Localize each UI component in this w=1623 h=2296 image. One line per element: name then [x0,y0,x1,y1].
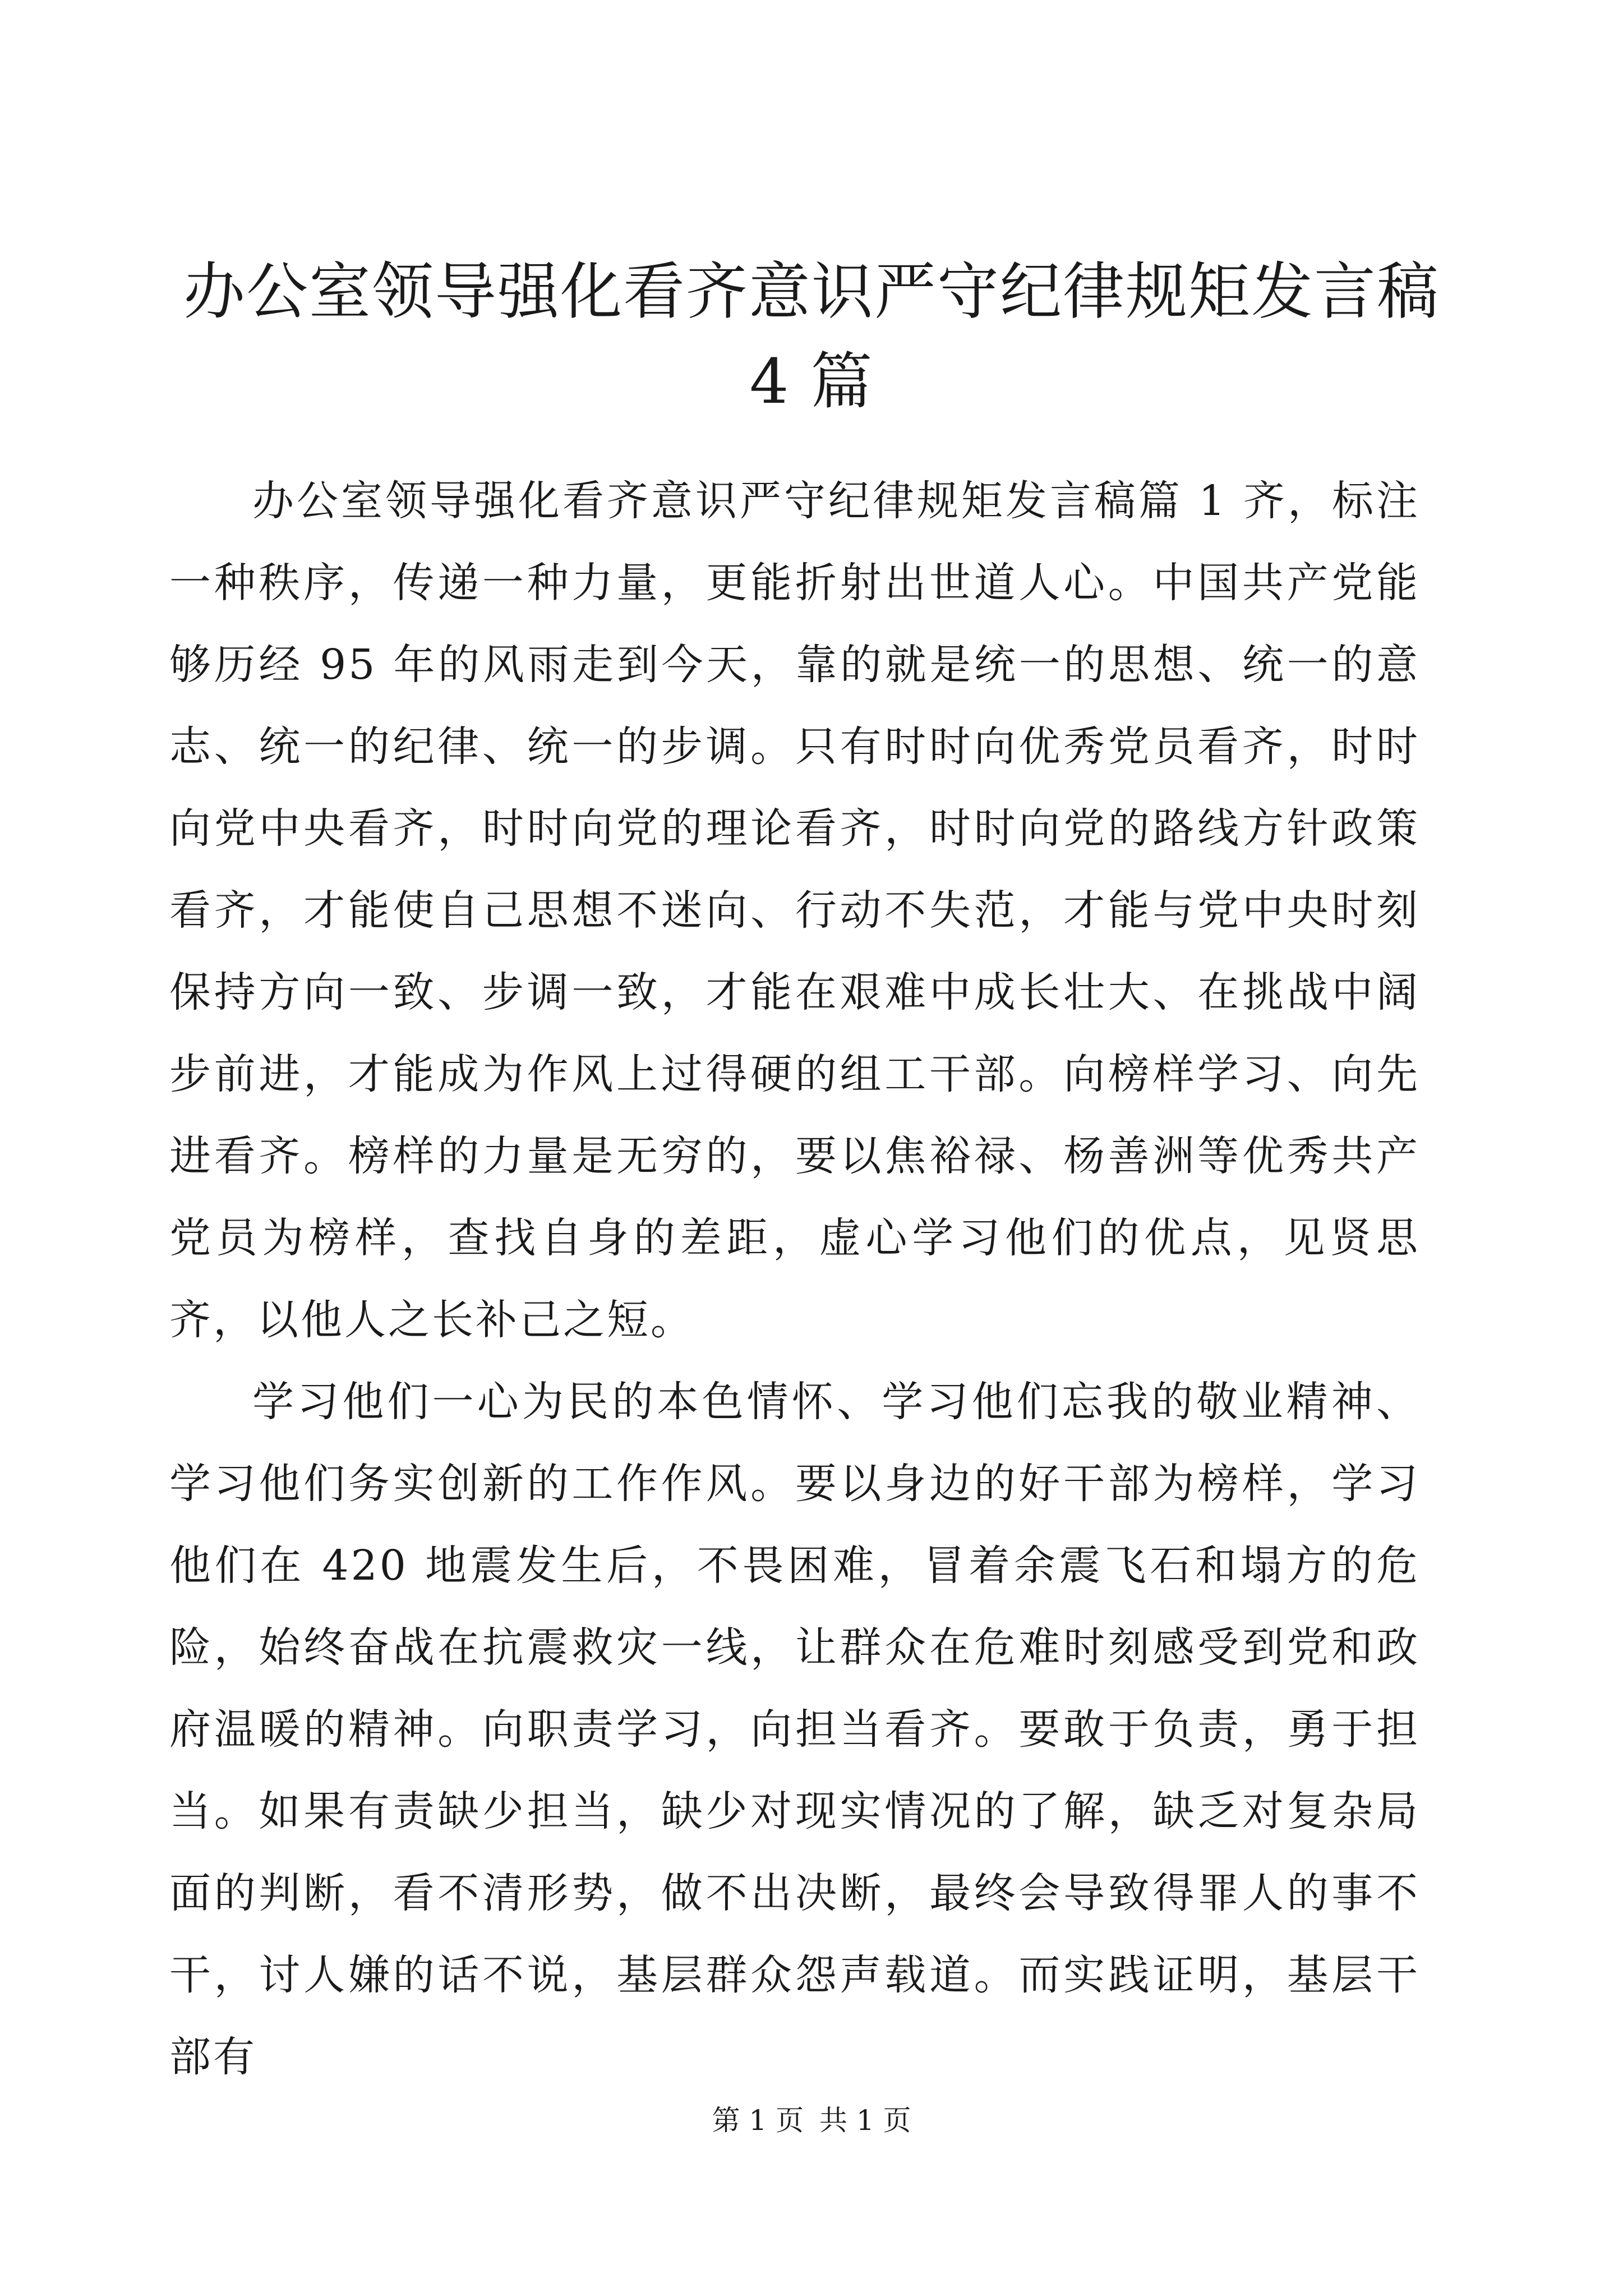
document-title [168,247,1455,426]
document-body [169,460,1420,2098]
title-line-2: 4 篇 [749,346,874,417]
paragraph-1: 办公室领导强化看齐意识严守纪律规矩发言稿篇 1 齐，标注一种秩序，传递一种力量，更能折射出世道人心。中国共产党能够历经 95 年的风雨走到今天，靠的就是统一的思想、统一的意志、统一的纪律、统一的步调。只有时时向优秀党员看齐，时时向党中央看齐，时时向党的理论看齐，时时向党的路线方针政策看齐，才能使自己思想不迷向、行动不失范，才能与党中央时刻保持方向一致、步调一致，才能在艰难中成长壮大、在挑战中阔步前进，才能成为作风上过得硬的组工干部。向榜样学习、向先进看齐。榜样的力量是无穷的，要以焦裕禄、杨善洲等优秀共产党员为榜样，查找自身的差距，虚心学习他们的优点，见贤思齐，以他人之长补己之短。 [169,477,1420,1344]
page-footer [0,2101,1623,2140]
page-number: 第 1 页 [712,2104,804,2137]
page-total: 共 1 页 [819,2104,911,2137]
title-line-1: 办公室领导强化看齐意识严守纪律规矩发言稿 [183,256,1440,328]
paragraph-2: 学习他们一心为民的本色情怀、学习他们忘我的敬业精神、学习他们务实创新的工作作风。要以身边的好干部为榜样，学习他们在 420 地震发生后，不畏困难，冒着余震飞石和塌方的危险，始终奋战在抗震救灾一线，让群众在危难时刻感受到党和政府温暖的精神。向职责学习，向担当看齐。要敢于负责，勇于担当。如果有责缺少担当，缺少对现实情况的了解，缺乏对复杂局面的判断，看不清形势，做不出决断，最终会导致得罪人的事不干，讨人嫌的话不说，基层群众怨声载道。而实践证明，基层干部有 [169,1378,1420,2081]
